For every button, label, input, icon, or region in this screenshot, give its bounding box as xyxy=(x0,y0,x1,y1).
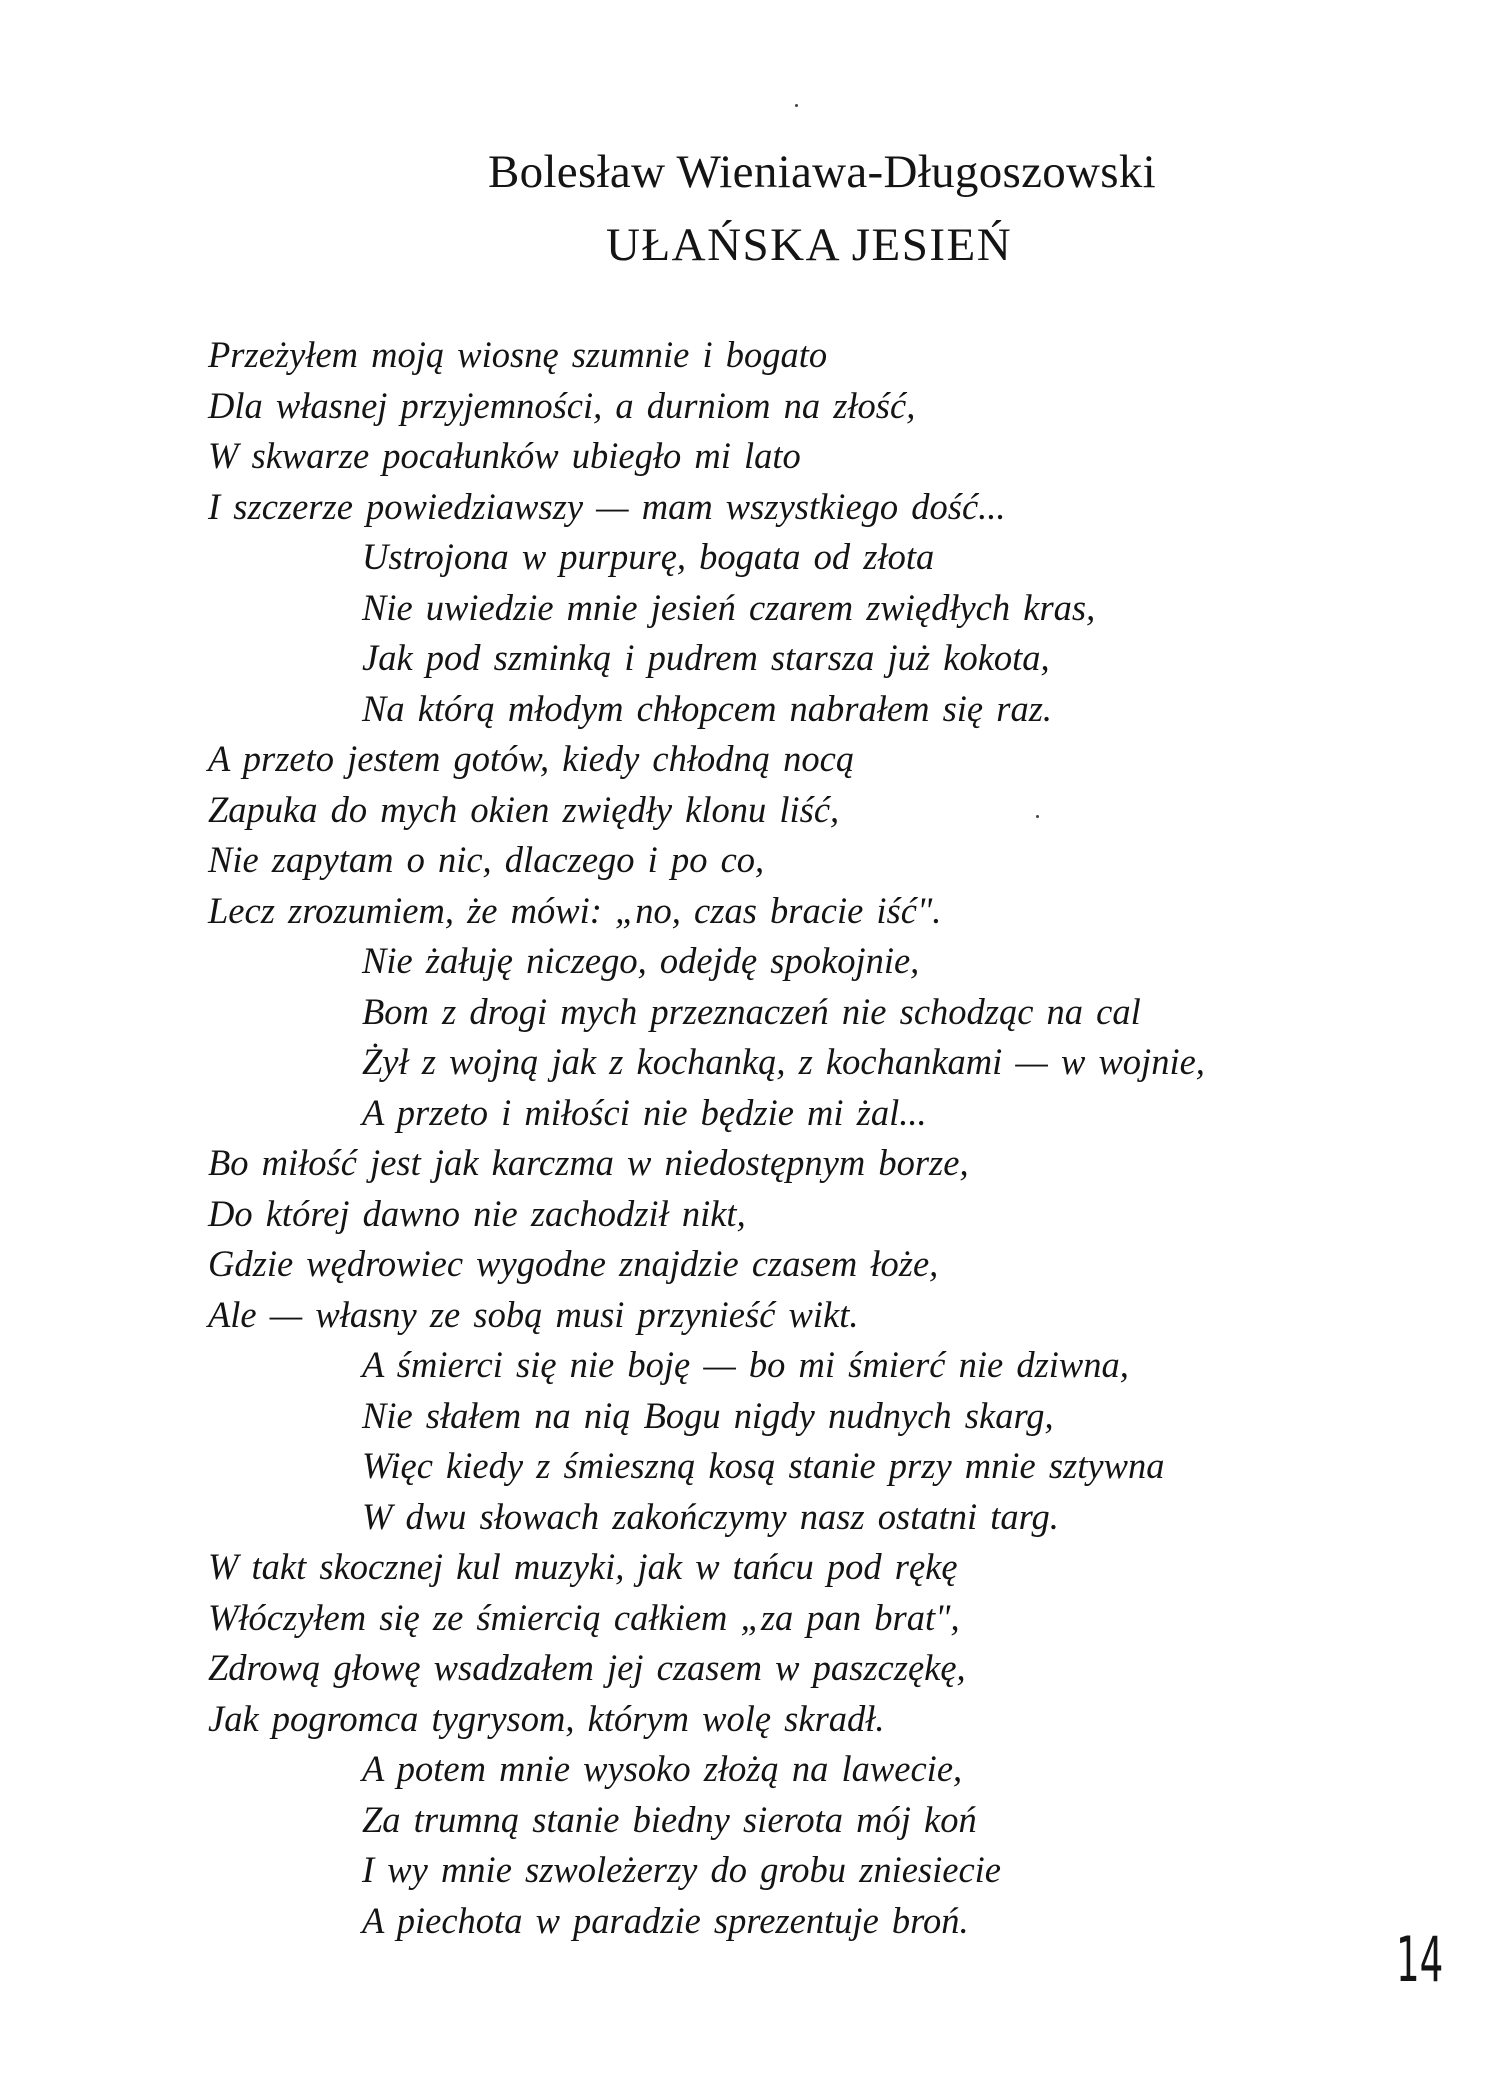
poem-line: Bom z drogi mych przeznaczeń nie schodząc na cal xyxy=(362,990,1141,1032)
poem-line: Ale — własny ze sobą musi przynieść wikt. xyxy=(208,1293,859,1335)
poem-line: Bo miłość jest jak karczma w niedostępnym borze, xyxy=(208,1142,969,1183)
poem-line: Do której dawno nie zachodził nikt, xyxy=(208,1192,746,1234)
poem-line: A śmierci się nie boję — bo mi śmierć nie dziwna, xyxy=(362,1344,1129,1385)
poem-line: Nie zapytam o nic, dlaczego i po co, xyxy=(208,839,765,880)
poem-line: Zapuka do mych okien zwiędły klonu liść, xyxy=(208,788,840,830)
poem-line: W skwarze pocałunków ubiegło mi lato xyxy=(208,435,801,476)
poem-line: Za trumną stanie biedny sierota mój koń xyxy=(362,1798,977,1840)
poem-line: Przeżyłem moją wiosnę szumnie i bogato xyxy=(208,334,828,375)
poem-line: Żył z wojną jak z kochanką, z kochankami — w wojnie, xyxy=(362,1041,1205,1082)
poem-line: I wy mnie szwoleżerzy do grobu zniesiecie xyxy=(362,1849,1001,1890)
poem-line: A przeto i miłości nie będzie mi żal... xyxy=(362,1091,927,1133)
poem-line: W takt skocznej kul muzyki, jak w tańcu pod rękę xyxy=(208,1546,958,1587)
author-name: Bolesław Wieniawa-Długoszowski xyxy=(488,146,1157,198)
poem-title: UŁAŃSKA JESIEŃ xyxy=(606,219,1013,271)
poem-line: Nie żałuję niczego, odejdę spokojnie, xyxy=(362,940,920,981)
poem-body xyxy=(0,330,1504,1946)
poem-line: Na którą młodym chłopcem nabrałem się raz. xyxy=(362,687,1053,729)
poem-line: Dla własnej przyjemności, a durniom na złość, xyxy=(208,384,916,426)
poem-line: A piechota w paradzie sprezentuje broń. xyxy=(362,1899,969,1941)
poem-line: Lecz zrozumiem, że mówi: „no, czas bracie iść". xyxy=(208,889,942,931)
poem-line: A przeto jestem gotów, kiedy chłodną nocą xyxy=(208,738,855,779)
poem-line: I szczerze powiedziawszy — mam wszystkiego dość... xyxy=(208,485,1006,527)
poem-line: Gdzie wędrowiec wygodne znajdzie czasem łoże, xyxy=(208,1243,939,1284)
poem-line: Ustrojona w purpurę, bogata od złota xyxy=(362,536,935,577)
poem-line: Włóczyłem się ze śmiercią całkiem „za pan brat", xyxy=(208,1596,960,1638)
poem-line: Jak pogromca tygrysom, którym wolę skradł. xyxy=(208,1697,885,1739)
page-number: 14 xyxy=(1396,1923,1444,1996)
poem-line: Zdrową głowę wsadzałem jej czasem w paszczękę, xyxy=(208,1647,966,1688)
poem-line: Jak pod szminką i pudrem starsza już kokota, xyxy=(362,637,1050,678)
poem-line: Nie uwiedzie mnie jesień czarem zwiędłych kras, xyxy=(362,586,1096,628)
print-speck xyxy=(795,104,798,107)
poem-line: Nie słałem na nią Bogu nigdy nudnych skarg, xyxy=(362,1394,1054,1436)
poem-line: A potem mnie wysoko złożą na lawecie, xyxy=(362,1748,963,1789)
poem-line: W dwu słowach zakończymy nasz ostatni targ. xyxy=(362,1495,1059,1537)
poem-line: Więc kiedy z śmieszną kosą stanie przy mnie sztywna xyxy=(362,1445,1165,1486)
